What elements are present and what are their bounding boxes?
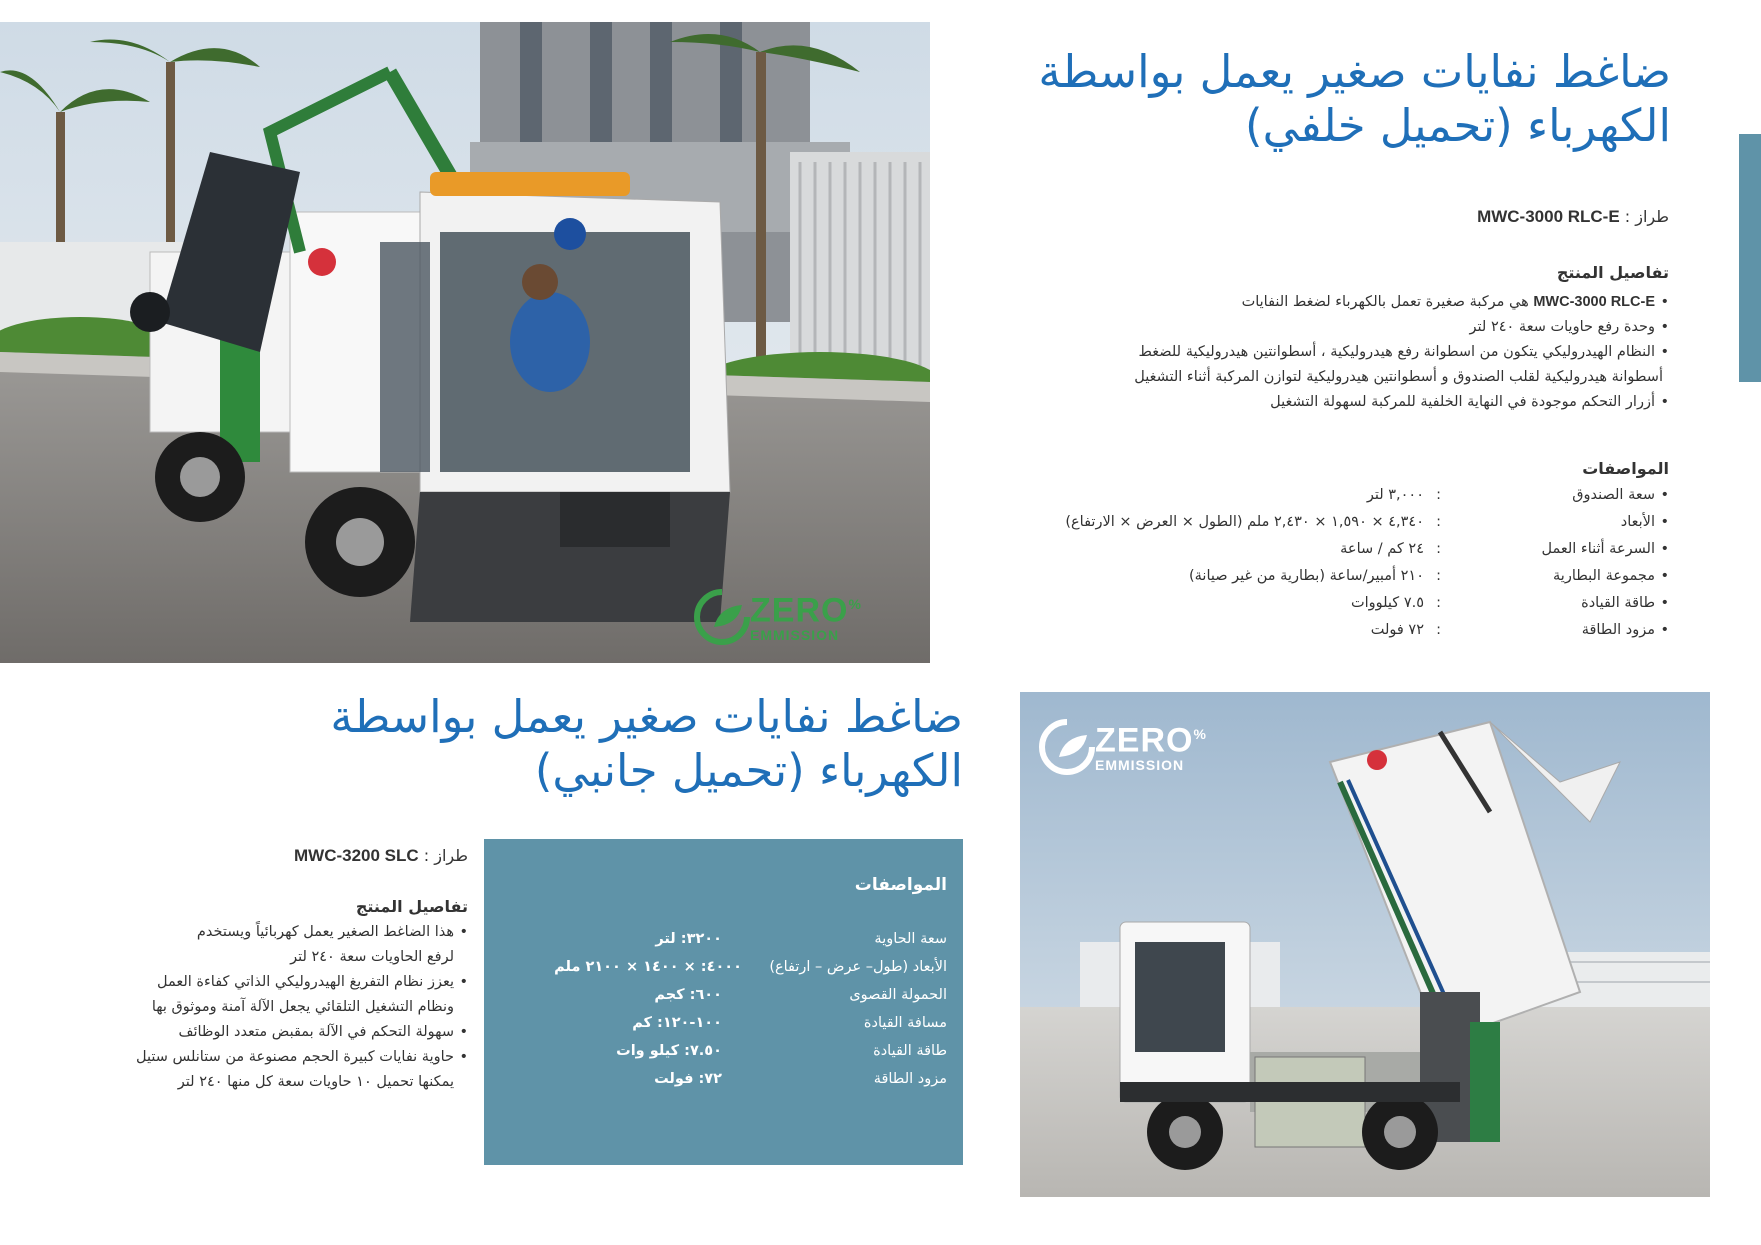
spec-label: • مزود الطاقة (1582, 622, 1669, 638)
table-row (969, 568, 1669, 595)
spec-value: ٧٢: فولت (654, 1071, 722, 1087)
spec-value: ٧.٥ كيلووات (1350, 595, 1424, 611)
list-item (48, 970, 468, 1020)
table-row (969, 622, 1669, 649)
side-title-line1: ضاغط نفايات صغير يعمل بواسطة (330, 690, 963, 743)
rear-model-label: طراز : (1624, 207, 1669, 226)
rear-loader-illustration (0, 22, 930, 663)
table-row (507, 959, 947, 985)
list-item (889, 340, 1669, 365)
rear-title (891, 45, 1671, 153)
list-item (48, 1020, 468, 1045)
side-loader-photo (1020, 692, 1710, 1197)
side-title (263, 690, 963, 798)
spec-value: ١٠٠-١٢٠: كم (632, 1015, 722, 1031)
percent-text: % (1193, 726, 1207, 742)
rear-title-line1: ضاغط نفايات صغير يعمل بواسطة (1038, 45, 1671, 98)
spec-separator: : (1436, 487, 1441, 503)
table-row (969, 487, 1669, 514)
spec-value: ٢١٠ أمبير/ساعة (بطارية من غير صيانة) (1189, 568, 1424, 584)
leaf-icon (692, 587, 752, 647)
spec-value: ٤,٣٤٠ × ١,٥٩٠ × ٢,٤٣٠ ملم (الطول × العرض × الارتفاع) (1065, 514, 1424, 530)
spec-value: ٦٠٠: كجم (654, 987, 722, 1003)
side-details-line: سهولة التحكم في الآلة بمقبض متعدد الوظائف (178, 1024, 454, 1040)
side-model-value: MWC-3200 SLC (294, 846, 419, 865)
side-details-heading: تفاصيل المنتج (355, 897, 468, 916)
spec-value: ٣٢٠٠: لتر (655, 931, 722, 947)
rear-details-text: أزرار التحكم موجودة في النهاية الخلفية للمركبة لسهولة التشغيل (1270, 394, 1655, 410)
side-specs-heading: المواصفات (854, 875, 947, 895)
spec-label: طاقة القيادة (873, 1043, 947, 1059)
rear-details-list (889, 290, 1669, 415)
rear-loader-photo (0, 22, 930, 663)
side-specs-box (484, 839, 963, 1165)
leaf-icon (1037, 717, 1097, 777)
rear-title-line2: الكهرباء (تحميل خلفي) (1245, 99, 1671, 152)
list-item (48, 920, 468, 970)
spec-label: الأبعاد (طول– عرض – ارتفاع) (769, 959, 947, 975)
side-details-line: يعزز نظام التفريغ الهيدروليكي الذاتي كفاءة العمل (156, 974, 454, 990)
spec-label: مزود الطاقة (873, 1071, 947, 1087)
spec-label: سعة الحاوية (874, 931, 947, 947)
table-row (507, 931, 947, 957)
spec-value: ٧.٥٠: كيلو وات (616, 1043, 722, 1059)
list-item (889, 390, 1669, 415)
side-details-line: هذا الضاغط الصغير يعمل كهربائياً ويستخدم (196, 924, 454, 940)
table-row (507, 987, 947, 1013)
side-accent-bar (1739, 134, 1761, 382)
zero-emission-badge-bottom (1095, 717, 1207, 773)
spec-separator: : (1436, 568, 1441, 584)
side-details-line: ونظام التشغيل التلقائي يجعل الآلة آمنة وموثوق بها (151, 999, 454, 1015)
rear-specs-heading: المواصفات (1582, 459, 1669, 478)
zero-text: ZERO (1095, 721, 1194, 760)
rear-details-text: أسطوانة هيدروليكية لقلب الصندوق و أسطوانتين هيدروليكية لتوازن المركبة أثناء التشغيل (1134, 369, 1663, 385)
side-model (168, 846, 468, 866)
rear-details-text: النظام الهيدروليكي يتكون من اسطوانة رفع هيدروليكية ، أسطوانتين هيدروليكية للضغط (1138, 344, 1655, 360)
list-item (889, 315, 1669, 340)
rear-details-heading: تفاصيل المنتج (1556, 263, 1669, 282)
rear-model (1169, 207, 1669, 227)
zero-text: ZERO (750, 591, 849, 630)
table-row (507, 1043, 947, 1069)
spec-label: مسافة القيادة (863, 1015, 947, 1031)
rear-specs-table (969, 487, 1669, 657)
rear-details-text: وحدة رفع حاويات سعة ٢٤٠ لتر (1469, 319, 1655, 335)
table-row (969, 595, 1669, 622)
side-title-line2: الكهرباء (تحميل جانبي) (534, 744, 963, 797)
list-item (48, 1045, 468, 1095)
spec-label: • الأبعاد (1621, 514, 1669, 530)
spec-value: ٤٠٠٠: × ١٤٠٠ × ٢١٠٠ ملم (554, 959, 742, 975)
zero-emission-badge-top (750, 587, 862, 643)
table-row (969, 541, 1669, 568)
spec-separator: : (1436, 622, 1441, 638)
spec-value: ٣,٠٠٠ لتر (1366, 487, 1424, 503)
rear-model-value: MWC-3000 RLC-E (1477, 207, 1620, 226)
side-model-label: طراز : (423, 846, 468, 865)
rear-details-prefix: MWC-3000 RLC-E (1533, 294, 1655, 310)
spec-value: ٧٢ فولت (1370, 622, 1424, 638)
spec-label: • مجموعة البطارية (1553, 568, 1669, 584)
table-row (969, 514, 1669, 541)
spec-label: الحمولة القصوى (849, 987, 947, 1003)
side-details-line: حاوية نفايات كبيرة الحجم مصنوعة من ستانلس ستيل (135, 1049, 454, 1065)
list-item (889, 290, 1669, 315)
spec-label: • طاقة القيادة (1581, 595, 1669, 611)
side-details-list (48, 920, 468, 1095)
emission-text: EMMISSION (1095, 757, 1185, 774)
rear-details-text: هي مركبة صغيرة تعمل بالكهرباء لضغط النفايات (1241, 294, 1529, 310)
spec-separator: : (1436, 541, 1441, 557)
spec-label: • سعة الصندوق (1572, 487, 1669, 503)
side-details-line: لرفع الحاويات سعة ٢٤٠ لتر (290, 949, 454, 965)
spec-label: • السرعة أثناء العمل (1541, 541, 1669, 557)
spec-separator: : (1436, 595, 1441, 611)
spec-value: ٢٤ كم / ساعة (1340, 541, 1424, 557)
side-details-line: يمكنها تحميل ١٠ حاويات سعة كل منها ٢٤٠ لتر (177, 1074, 454, 1090)
emission-text: EMMISSION (750, 627, 840, 644)
list-item-continuation (889, 365, 1669, 390)
table-row (507, 1015, 947, 1041)
percent-text: % (848, 596, 862, 612)
spec-separator: : (1436, 514, 1441, 530)
table-row (507, 1071, 947, 1097)
